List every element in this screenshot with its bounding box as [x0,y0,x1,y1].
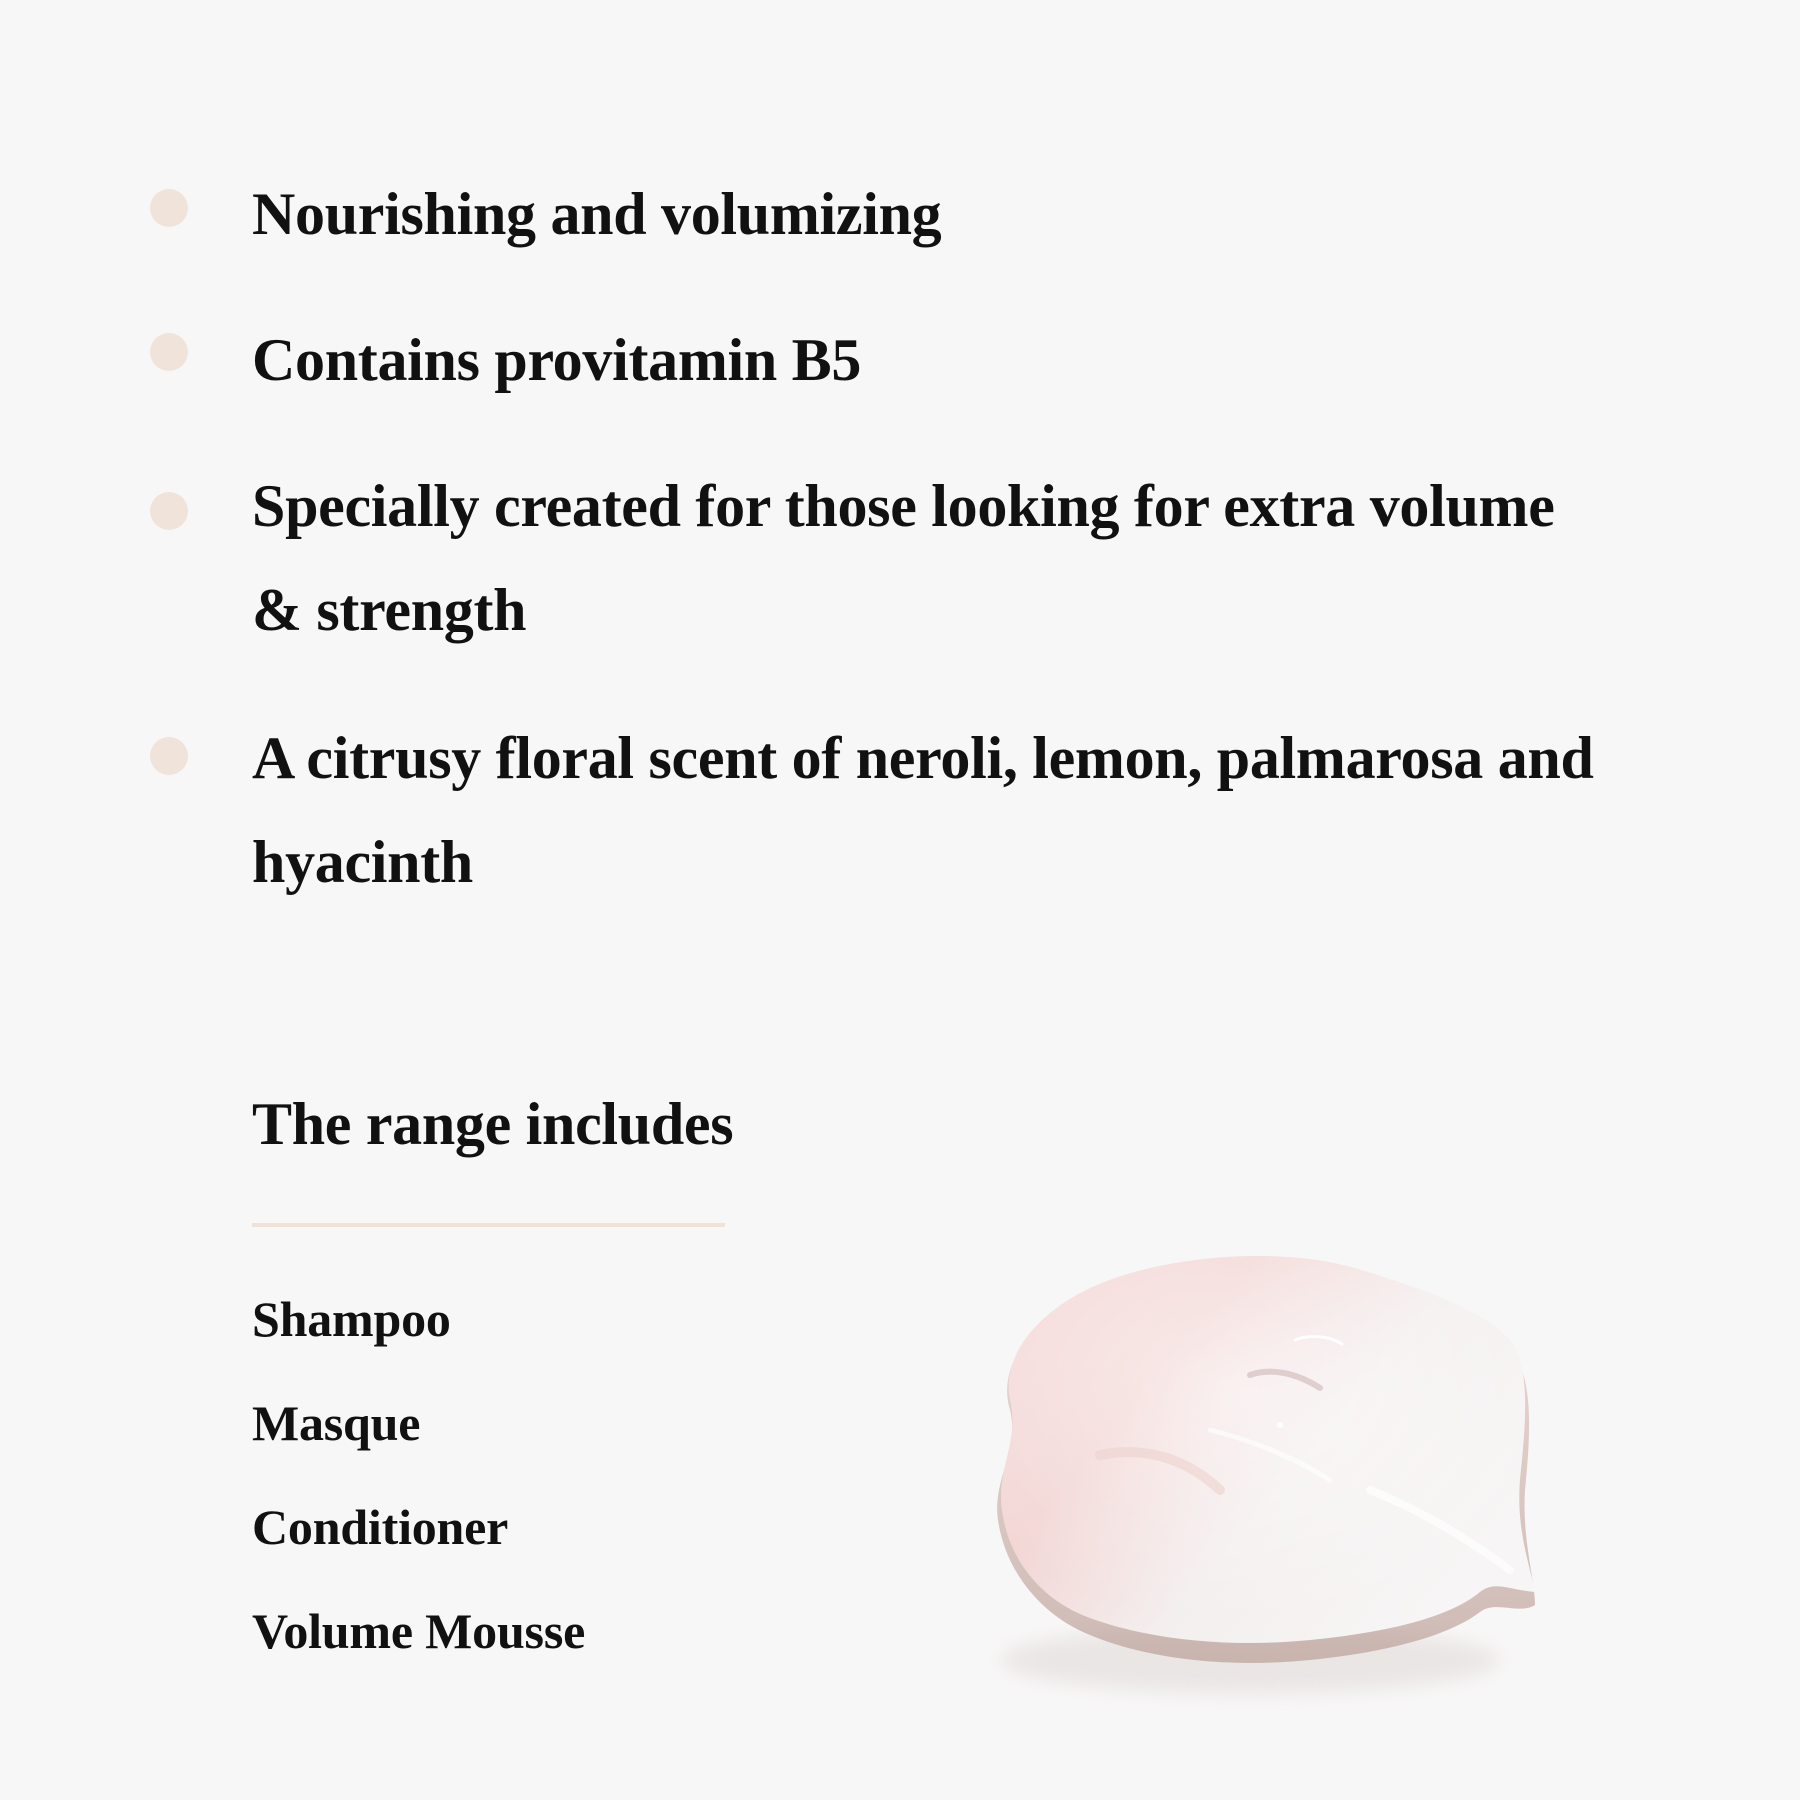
product-texture-image [950,1240,1550,1720]
feature-item: Specially created for those looking for extra volume & strength [252,473,1555,643]
range-item-masque: Masque [252,1395,421,1451]
range-item-shampoo: Shampoo [252,1291,451,1347]
range-item-conditioner: Conditioner [252,1499,509,1555]
bullet-dot [150,333,188,371]
range-heading: The range includes [252,1091,734,1157]
feature-item: Nourishing and volumizing [252,181,942,247]
bullet-dot [150,189,188,227]
feature-item: A citrusy floral scent of neroli, lemon, palmarosa and hyacinth [252,725,1594,895]
feature-item: Contains provitamin B5 [252,327,862,393]
bullet-dot [150,492,188,530]
bullet-dot [150,737,188,775]
range-item-volume-mousse: Volume Mousse [252,1603,586,1659]
divider [252,1223,725,1227]
